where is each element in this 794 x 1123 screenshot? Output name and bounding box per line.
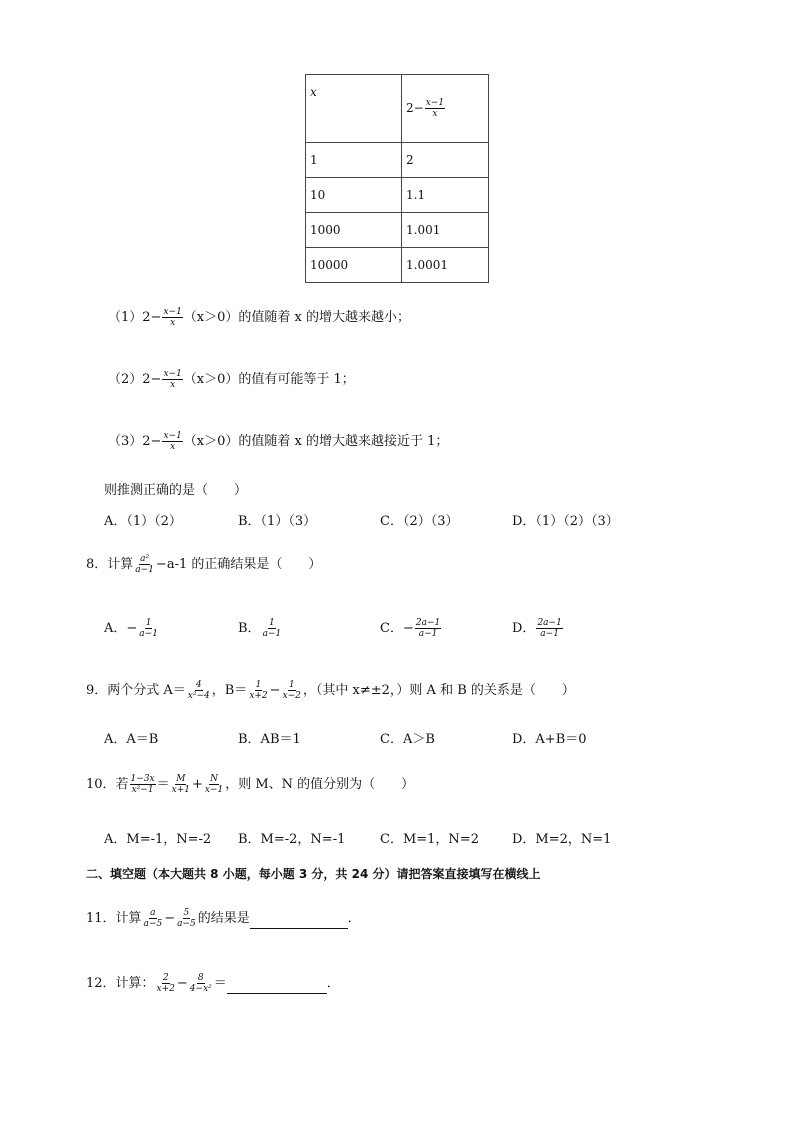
value-table — [305, 74, 489, 283]
q7-option-b[interactable]: B．（1）（3） — [238, 514, 317, 529]
q11-stem: 11．计算 $\frac{a}{a-5}$ − $\frac{5}{a-5}$ 的结果是 ． — [86, 908, 361, 929]
q10-stem: 10．若 $\frac{1-3x}{\text{x²−1}}$ ＝ $\frac{M}{x+1}$ + $\frac{N}{x-1}$ ，则 M、N 的值分别为（ ） — [86, 774, 415, 795]
table-row: 10 1.1 — [306, 178, 489, 213]
table-header-x: x — [306, 75, 402, 143]
q7-option-a[interactable]: A．（1）（2） — [104, 514, 182, 529]
q12-answer-blank[interactable] — [227, 979, 327, 994]
q9-option-d[interactable]: D．A+B＝0 — [512, 732, 587, 747]
table-row: 10000 1.0001 — [306, 248, 489, 283]
q7-option-c[interactable]: C．（2）（3） — [380, 514, 459, 529]
table-row: 1 2 — [306, 143, 489, 178]
q10-option-b[interactable]: B．M=-2，N=-1 — [238, 832, 346, 847]
q8-option-a[interactable]: A．− $\frac{1}{a-1}$ — [104, 618, 158, 639]
guess-2: （2）2− $\frac{x-1}{x}$ （x＞0）的值有可能等于 1； — [108, 369, 355, 390]
q10-option-c[interactable]: C．M=1，N=2 — [380, 832, 479, 847]
q9-option-c[interactable]: C．A＞B — [380, 732, 435, 747]
q11-answer-blank[interactable] — [250, 914, 348, 929]
q8-stem: 8．计算 $\frac{\text{a²}}{a-1}$ −a-1 的正确结果是（ ） — [86, 554, 322, 575]
section-heading-fill-in: 二、填空题（本大题共 8 小题，每小题 3 分，共 24 分）请把答案直接填写在横线上 — [86, 867, 541, 881]
q7-option-d[interactable]: D．（1）（2）（3） — [512, 514, 619, 529]
table-row: 1000 1.001 — [306, 213, 489, 248]
guess-1: （1）2− $\frac{x-1}{x}$ （x＞0）的值随着 x 的增大越来越小； — [108, 307, 411, 328]
q12-stem: 12．计算： $\frac{2}{x+2}$ − $\frac{8}{\text{4−x²}}$ ＝ ． — [86, 973, 340, 994]
q9-option-a[interactable]: A．A＝B — [104, 732, 159, 747]
q10-option-d[interactable]: D．M=2，N=1 — [512, 832, 612, 847]
table-header-expr: 2− $\frac{x-1}{x}$ — [402, 75, 489, 143]
q10-option-a[interactable]: A．M=-1，N=-2 — [104, 832, 212, 847]
q8-option-d[interactable]: D． $\frac{2a-1}{a-1}$ — [512, 618, 562, 639]
guess-3: （3）2− $\frac{x-1}{x}$ （x＞0）的值随着 x 的增大越来越接近于 1； — [108, 431, 449, 452]
q9-stem: 9．两个分式 A＝ $\frac{4}{\text{x²−4}}$ ，B＝ $\frac{1}{x+2}$ − $\frac{1}{x-2}$ ，（其中 x≠±2，）则 A 和 B 的关系是（ ） — [86, 680, 575, 701]
q8-option-c[interactable]: C．− $\frac{2a-1}{a-1}$ — [380, 618, 441, 639]
q8-option-b[interactable]: B． $\frac{1}{a-1}$ — [238, 618, 282, 639]
q7-prompt: 则推测正确的是（ ） — [104, 483, 248, 498]
q9-option-b[interactable]: B．AB＝1 — [238, 732, 301, 747]
